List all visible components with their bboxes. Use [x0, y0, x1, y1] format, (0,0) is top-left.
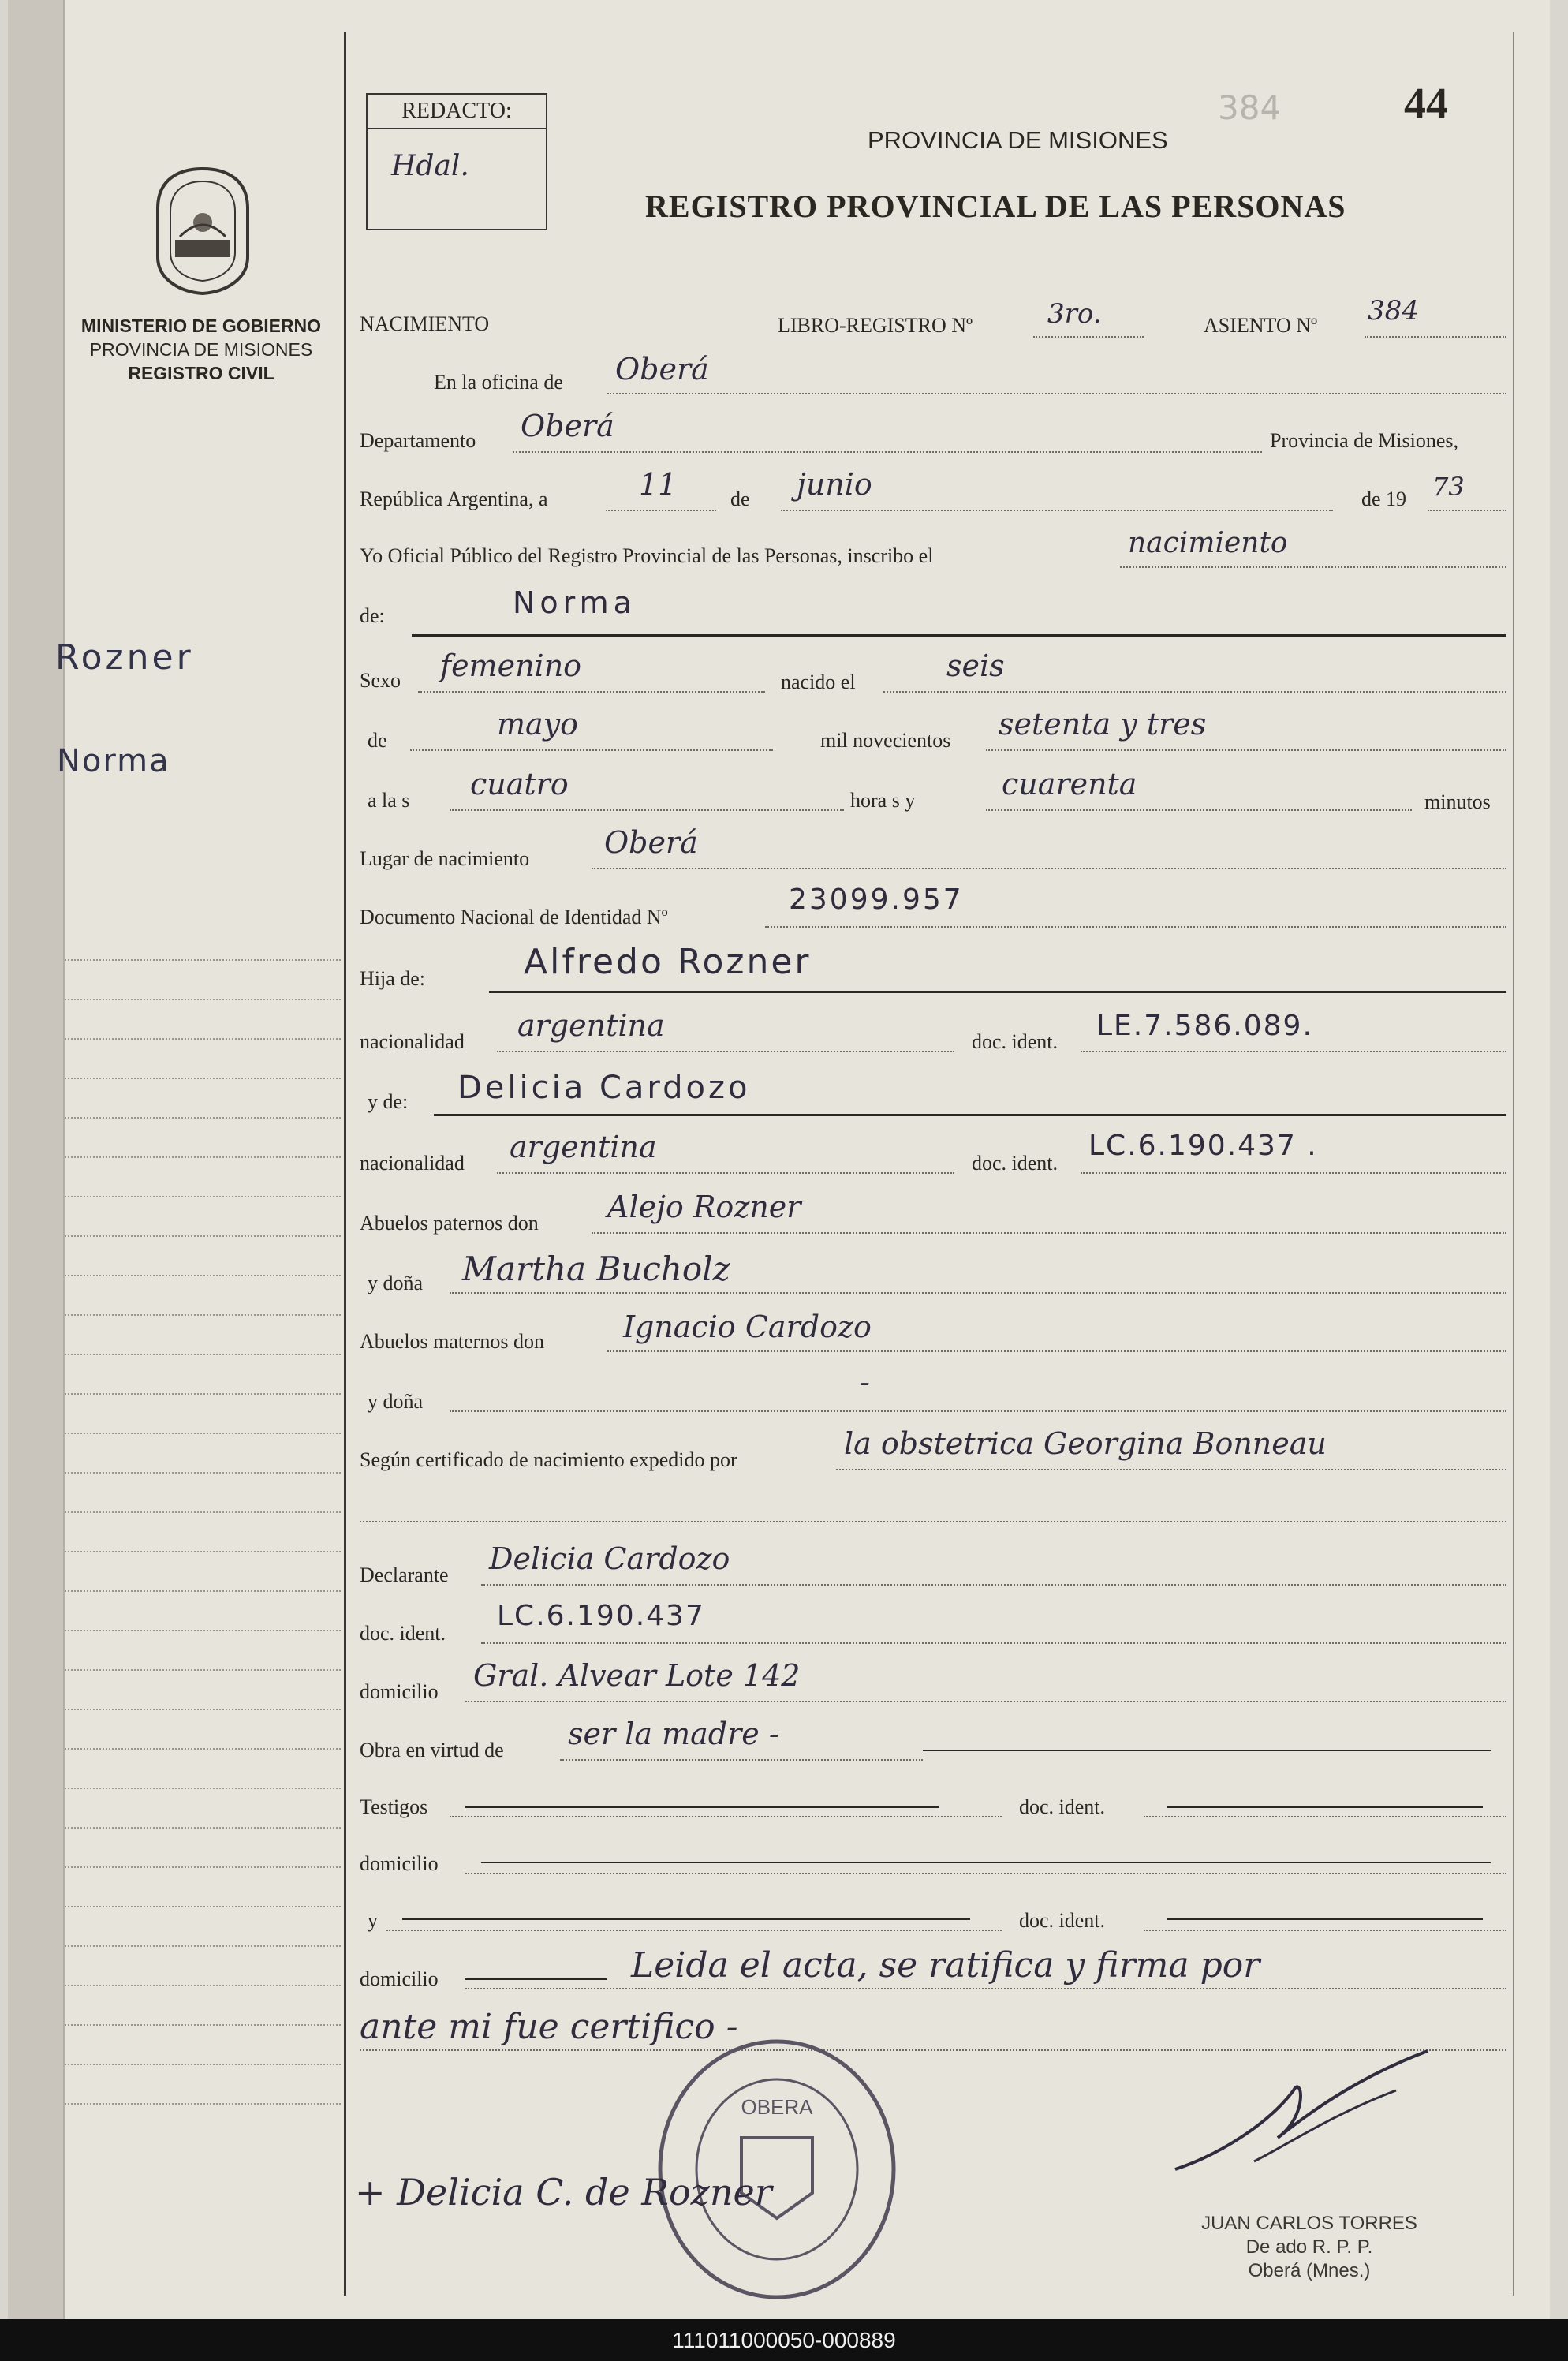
name-value: Norma: [513, 585, 637, 620]
officer-name: JUAN CARLOS TORRES: [1201, 2213, 1417, 2234]
provincia-text: PROVINCIA DE MISIONES: [89, 339, 313, 360]
de-name-label: de:: [360, 604, 385, 627]
abuelos-maternos-label: Abuelos maternos don: [360, 1330, 544, 1353]
dni-value: 23099.957: [789, 884, 964, 916]
lugar-line: [592, 868, 1506, 869]
testigos-strike: [465, 1806, 939, 1808]
testigos-doc-strike: [1167, 1806, 1483, 1808]
obra-strike-line: [923, 1750, 1491, 1751]
margin-rule: [65, 1906, 341, 1907]
obra-label: Obra en virtud de: [360, 1739, 504, 1761]
declarante-line: [481, 1584, 1506, 1586]
margin-rule: [65, 1866, 341, 1868]
y-strike: [402, 1918, 970, 1920]
y-doc-line: [1144, 1930, 1506, 1931]
y-dona-label-2: y doña: [368, 1390, 424, 1413]
abuelo-paterno-line: [592, 1232, 1506, 1234]
domicilio-label-1: domicilio: [360, 1680, 439, 1703]
father-value: Alfredo Rozner: [524, 942, 812, 982]
margin-rule: [65, 2064, 341, 2065]
asiento-value: 384: [1368, 295, 1419, 327]
margin-rule: [65, 2024, 341, 2026]
year-value: 73: [1432, 472, 1465, 502]
sexo-label: Sexo: [360, 669, 401, 692]
abuelo-materno-line: [607, 1350, 1506, 1352]
minutos-label: minutos: [1424, 790, 1491, 813]
sexo-value: femenino: [440, 648, 582, 683]
nacimiento-label: NACIMIENTO: [360, 312, 490, 335]
left-border-line: [344, 32, 346, 2296]
domicilio-label-2: domicilio: [360, 1852, 439, 1875]
right-border-line: [1513, 32, 1514, 2296]
a-las-label: a la s: [368, 789, 410, 812]
name-line: [412, 634, 1506, 637]
doc-ident-label-2: doc. ident.: [972, 1152, 1058, 1175]
mother-value: Delicia Cardozo: [457, 1070, 751, 1106]
domicilio-line-3: [465, 1988, 1506, 1989]
margin-rule: [65, 1945, 341, 1947]
mother-doc: LC.6.190.437 .: [1088, 1130, 1318, 1162]
father-line: [489, 991, 1506, 993]
domicilio-line: [465, 1701, 1506, 1702]
doc-ident-label-4: doc. ident.: [1019, 1795, 1106, 1818]
nacido-line: [883, 691, 1506, 693]
margin-rule: [65, 1748, 341, 1750]
margin-rule: [65, 1985, 341, 1986]
pencil-number: 384: [1218, 88, 1282, 127]
hour-value: cuatro: [470, 767, 569, 801]
margin-rule: [65, 1669, 341, 1671]
inscribo-value: nacimiento: [1128, 527, 1288, 559]
asiento-label: ASIENTO Nº: [1204, 314, 1318, 337]
testigos-label: Testigos: [360, 1795, 428, 1818]
margin-rule: [65, 1393, 341, 1395]
margin-rule: [65, 1630, 341, 1631]
margin-rule: [65, 1275, 341, 1276]
archive-code-bar: 111011000050-000889: [0, 2319, 1568, 2361]
year-line: [1428, 510, 1506, 511]
nacionalidad-label-1: nacionalidad: [360, 1030, 465, 1053]
officer-place: Oberá (Mnes.): [1248, 2260, 1371, 2281]
birth-year-words: setenta y tres: [999, 707, 1207, 742]
margin-rule: [65, 1038, 341, 1040]
registry-heading: REGISTRO PROVINCIAL DE LAS PERSONAS: [645, 189, 1346, 224]
libro-label: LIBRO-REGISTRO Nº: [778, 314, 973, 337]
margin-rule: [65, 1078, 341, 1079]
y-line: [386, 1930, 1002, 1931]
margin-rule: [65, 1511, 341, 1513]
declarante-value: Delicia Cardozo: [489, 1541, 730, 1576]
birth-year-line: [986, 749, 1506, 751]
minutes-value: cuarenta: [1002, 767, 1137, 801]
margin-rule: [65, 999, 341, 1000]
republica-label: República Argentina, a: [360, 488, 548, 510]
asiento-line: [1365, 336, 1506, 338]
day-line: [606, 510, 716, 511]
margin-rule: [65, 1196, 341, 1197]
mother-nationality: argentina: [510, 1130, 657, 1164]
day-value: 11: [639, 467, 678, 502]
record-page: [8, 0, 1550, 2319]
hijo-label: Hija de:: [360, 967, 426, 990]
sexo-line: [418, 691, 765, 693]
margin-rule: [65, 1551, 341, 1552]
testigos-doc-line: [1144, 1816, 1506, 1817]
hour-line: [450, 809, 844, 811]
oficina-label: En la oficina de: [434, 371, 563, 394]
province-heading: PROVINCIA DE MISIONES: [868, 126, 1168, 154]
doc-ident-label-1: doc. ident.: [972, 1030, 1058, 1053]
libro-line: [1033, 336, 1144, 338]
officer-block: [1167, 2212, 1451, 2283]
nacionalidad-label-2: nacionalidad: [360, 1152, 465, 1175]
de-label-1: de: [730, 488, 750, 510]
segun-value: la obstetrica Georgina Bonneau: [844, 1426, 1327, 1461]
margin-rule: [65, 1117, 341, 1119]
y-label: y: [368, 1909, 378, 1932]
registro-civil-text: REGISTRO CIVIL: [128, 363, 274, 383]
segun-label: Según certificado de nacimiento expedido por: [360, 1448, 737, 1471]
abuelo-paterno-value: Alejo Rozner: [607, 1190, 801, 1224]
margin-rule: [65, 1827, 341, 1829]
inscribo-line: [1120, 566, 1506, 568]
departamento-line: [513, 451, 1262, 453]
provincia-suffix: Provincia de Misiones,: [1270, 429, 1459, 452]
birth-month-value: mayo: [497, 707, 579, 742]
abuela-materna-value: -: [860, 1365, 870, 1399]
redacto-label: REDACTO:: [368, 95, 546, 129]
father-doc: LE.7.586.089.: [1096, 1010, 1313, 1042]
de-label-2: de: [368, 729, 387, 752]
y-dona-label-1: y doña: [368, 1272, 424, 1294]
margin-rule: [65, 2103, 341, 2105]
declarant-signature: + Delicia C. de Rozner: [355, 2171, 772, 2213]
domicilio-strike-3: [465, 1978, 607, 1980]
official-stamp-icon: [655, 2035, 899, 2303]
domicilio-line-2: [465, 1873, 1506, 1874]
month-line: [781, 510, 1333, 511]
yo-oficial-text: Yo Oficial Público del Registro Provincial de las Personas, inscribo el: [360, 544, 934, 567]
declarante-doc-line: [481, 1642, 1506, 1644]
nacido-value: seis: [946, 648, 1005, 683]
y-de-label: y de:: [368, 1090, 409, 1113]
father-nat-line: [497, 1051, 954, 1052]
margin-rule: [65, 1433, 341, 1434]
margin-rule: [65, 1709, 341, 1710]
oficina-line: [607, 393, 1506, 394]
mil-novecientos-label: mil novecientos: [820, 729, 951, 752]
nacido-label: nacido el: [781, 671, 856, 693]
declarante-label: Declarante: [360, 1563, 449, 1586]
ministry-heading: [71, 314, 331, 385]
minutes-line: [986, 809, 1412, 811]
margin-rule: [65, 959, 341, 961]
margin-rule: [65, 1354, 341, 1355]
y-doc-strike: [1167, 1918, 1483, 1920]
margin-rule: [65, 1472, 341, 1474]
lugar-label: Lugar de nacimiento: [360, 847, 530, 870]
abuela-paterna-value: Martha Bucholz: [462, 1250, 730, 1288]
month-value: junio: [797, 467, 872, 502]
departamento-value: Oberá: [521, 409, 614, 443]
leida-value: Leida el acta, se ratifica y firma por: [631, 1945, 1260, 1986]
redacto-box: [366, 93, 547, 230]
oficina-value: Oberá: [615, 352, 709, 387]
page-number: 44: [1404, 80, 1448, 129]
abuelos-paternos-label: Abuelos paternos don: [360, 1212, 539, 1235]
officer-title: De ado R. P. P.: [1245, 2236, 1373, 2258]
officer-signature-icon: [1159, 2043, 1443, 2177]
domicilio-strike-2: [481, 1862, 1491, 1863]
dni-label: Documento Nacional de Identidad Nº: [360, 906, 668, 928]
margin-rule: [65, 1590, 341, 1592]
margin-surname: Rozner: [55, 637, 194, 678]
domicilio-value: Gral. Alvear Lote 142: [473, 1658, 801, 1693]
year-prefix: de 19: [1361, 488, 1407, 510]
libro-value: 3ro.: [1047, 298, 1102, 330]
provincial-seal-icon: [148, 164, 257, 297]
abuela-materna-line: [450, 1410, 1506, 1412]
margin-rule: [65, 1788, 341, 1789]
birth-month-line: [410, 749, 773, 751]
margin-rule: [65, 1235, 341, 1237]
stamp-center-text: OBERA: [741, 2095, 813, 2119]
redacto-value: Hdal.: [391, 150, 469, 182]
obra-value: ser la madre -: [568, 1717, 779, 1751]
margin-rule: [65, 1314, 341, 1316]
mother-nat-line: [497, 1172, 954, 1174]
margin-given-name: Norma: [57, 743, 170, 779]
departamento-label: Departamento: [360, 429, 476, 452]
dni-line: [765, 926, 1506, 928]
abuela-paterna-line: [450, 1292, 1506, 1294]
segun-line: [836, 1469, 1506, 1470]
declarante-doc: LC.6.190.437: [497, 1600, 705, 1632]
mother-line: [434, 1114, 1506, 1116]
obra-line: [560, 1759, 923, 1761]
lugar-value: Oberá: [604, 825, 698, 860]
margin-rule: [65, 1156, 341, 1158]
father-nationality: argentina: [517, 1008, 665, 1043]
segun-line-2: [360, 1521, 1506, 1522]
ministerio-text: MINISTERIO DE GOBIERNO: [80, 316, 322, 336]
domicilio-label-3: domicilio: [360, 1967, 439, 1990]
doc-ident-label-5: doc. ident.: [1019, 1909, 1106, 1932]
testigos-line: [450, 1816, 1002, 1817]
ante-value: ante mi fue certifico -: [360, 2007, 738, 2047]
page-binding: [8, 0, 65, 2319]
doc-ident-label-3: doc. ident.: [360, 1622, 446, 1645]
mother-doc-line: [1081, 1172, 1506, 1174]
horas-label: hora s y: [850, 789, 916, 812]
abuelo-materno-value: Ignacio Cardozo: [623, 1309, 872, 1344]
father-doc-line: [1081, 1051, 1506, 1052]
